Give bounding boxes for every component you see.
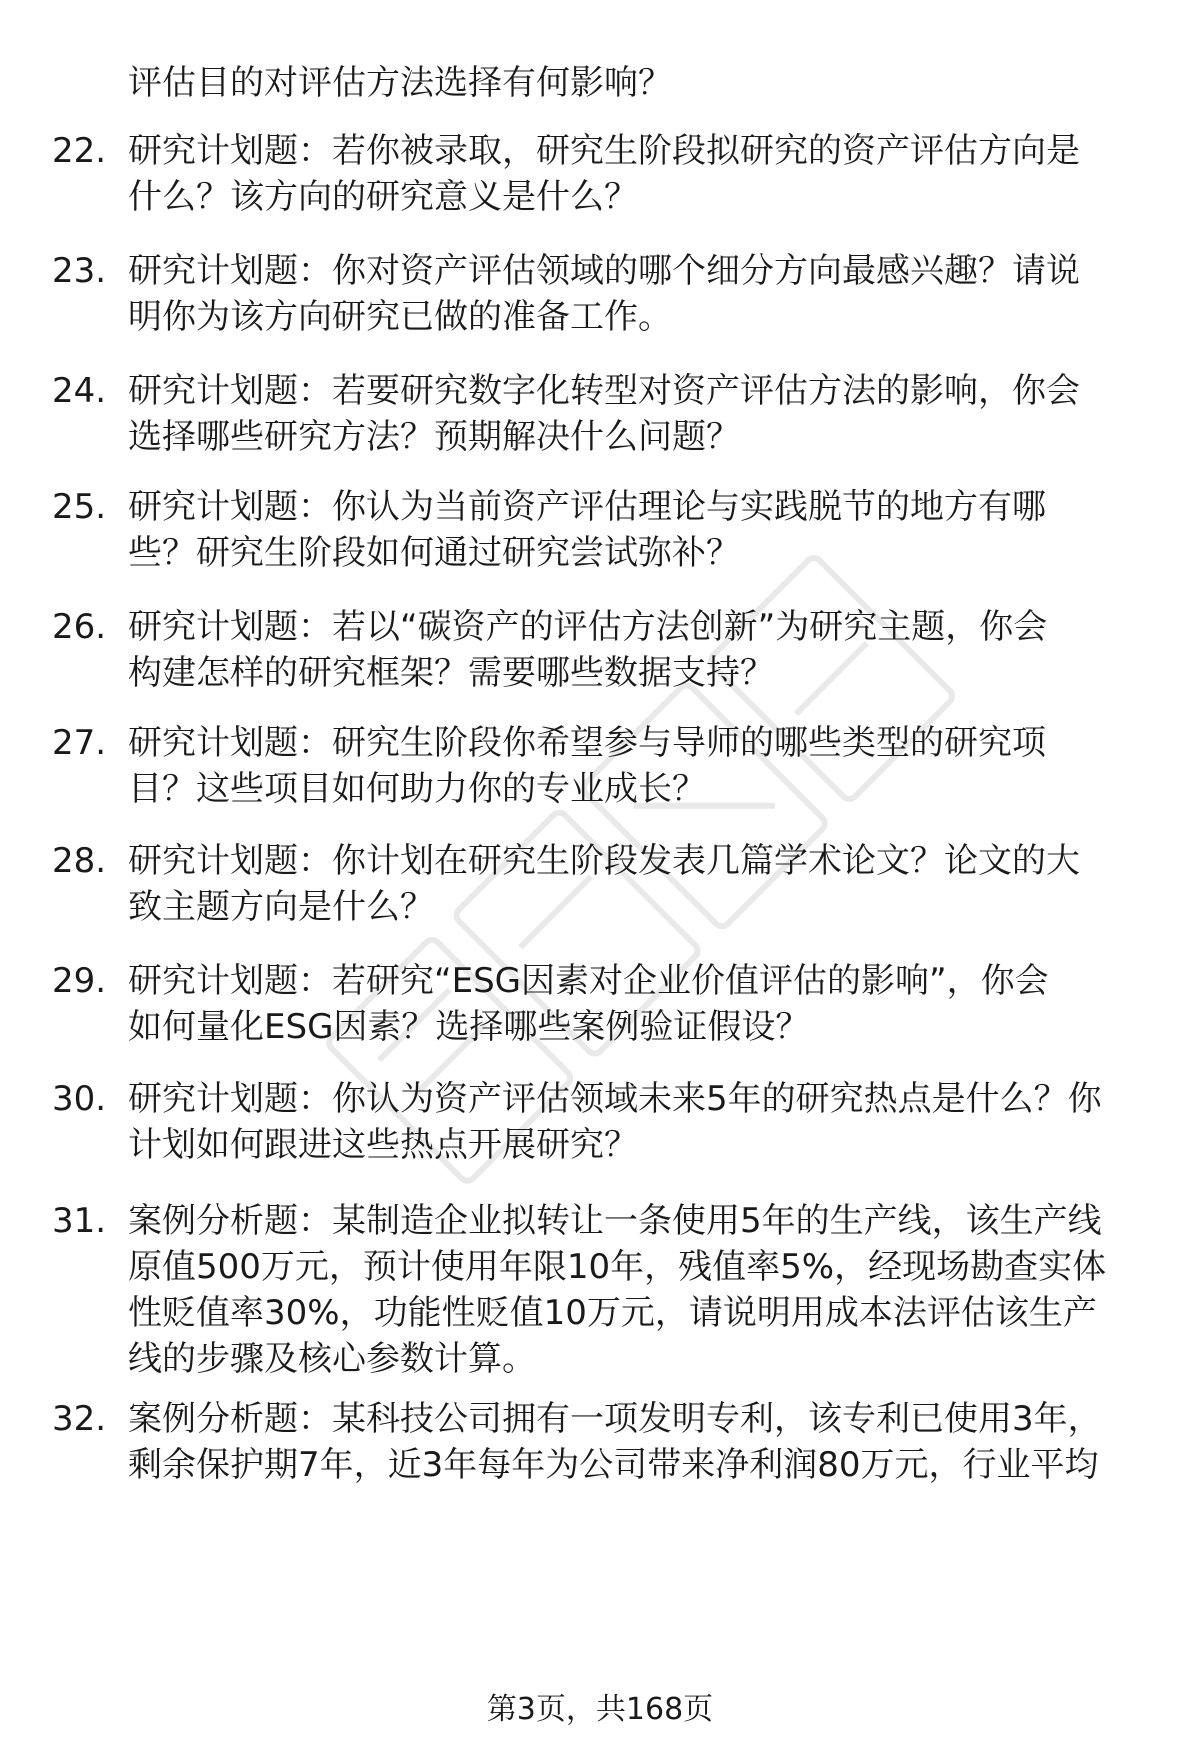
question-text-line: 研究计划题：你对资产评估领域的哪个细分方向最感兴趣？请说: [128, 251, 1080, 291]
question-text-line: 研究计划题：若以“碳资产的评估方法创新”为研究主题，你会: [128, 607, 1048, 647]
question-number: 32.: [52, 1399, 107, 1439]
question-text-line: 研究计划题：若要研究数字化转型对资产评估方法的影响，你会: [128, 371, 1080, 411]
question-number: 22.: [52, 131, 107, 171]
question-text-line: 研究计划题：你认为资产评估领域未来5年的研究热点是什么？你: [128, 1079, 1102, 1119]
question-number: 30.: [52, 1079, 107, 1119]
question-text-line: 研究计划题：你计划在研究生阶段发表几篇学术论文？论文的大: [128, 841, 1080, 881]
question-text-line: 研究计划题：你认为当前资产评估理论与实践脱节的地方有哪: [128, 487, 1046, 527]
question-text-line: 研究计划题：若研究“ESG因素对企业价值评估的影响”，你会: [128, 961, 1049, 1001]
question-number: 23.: [52, 251, 107, 291]
question-text-line: 案例分析题：某科技公司拥有一项发明专利，该专利已使用3年，: [128, 1399, 1102, 1439]
question-text-line: 研究计划题：若你被录取，研究生阶段拟研究的资产评估方向是: [128, 131, 1080, 171]
question-text-line: 研究计划题：研究生阶段你希望参与导师的哪些类型的研究项: [128, 723, 1046, 763]
question-text-line: 计划如何跟进这些热点开展研究？: [128, 1125, 638, 1165]
question-number: 31.: [52, 1201, 107, 1241]
question-text-line: 原值500万元，预计使用年限10年，残值率5%，经现场勘查实体: [128, 1247, 1107, 1287]
question-number: 28.: [52, 841, 107, 881]
question-text-line: 些？研究生阶段如何通过研究尝试弥补？: [128, 533, 740, 573]
question-number: 24.: [52, 371, 107, 411]
question-number: 27.: [52, 723, 107, 763]
question-text-line: 线的步骤及核心参数计算。: [128, 1339, 536, 1379]
question-number: 29.: [52, 961, 107, 1001]
question-text-line: 目？这些项目如何助力你的专业成长？: [128, 769, 706, 809]
question-text-line: 如何量化ESG因素？选择哪些案例验证假设？: [128, 1007, 810, 1047]
question-text-line: 构建怎样的研究框架？需要哪些数据支持？: [128, 653, 774, 693]
question-text-line: 案例分析题：某制造企业拟转让一条使用5年的生产线，该生产线: [128, 1201, 1102, 1241]
question-text-line: 明你为该方向研究已做的准备工作。: [128, 297, 672, 337]
question-text-line: 致主题方向是什么？: [128, 887, 434, 927]
question-number: 26.: [52, 607, 107, 647]
question-text-line: 性贬值率30%，功能性贬值10万元，请说明用成本法评估该生产: [128, 1293, 1097, 1333]
page-footer: 第3页，共168页: [486, 1692, 714, 1727]
intro-line: 评估目的对评估方法选择有何影响？: [128, 63, 672, 103]
question-number: 25.: [52, 487, 107, 527]
question-text-line: 剩余保护期7年，近3年每年为公司带来净利润80万元，行业平均: [128, 1445, 1099, 1485]
question-text-line: 什么？该方向的研究意义是什么？: [128, 177, 638, 217]
question-text-line: 选择哪些研究方法？预期解决什么问题？: [128, 417, 740, 457]
